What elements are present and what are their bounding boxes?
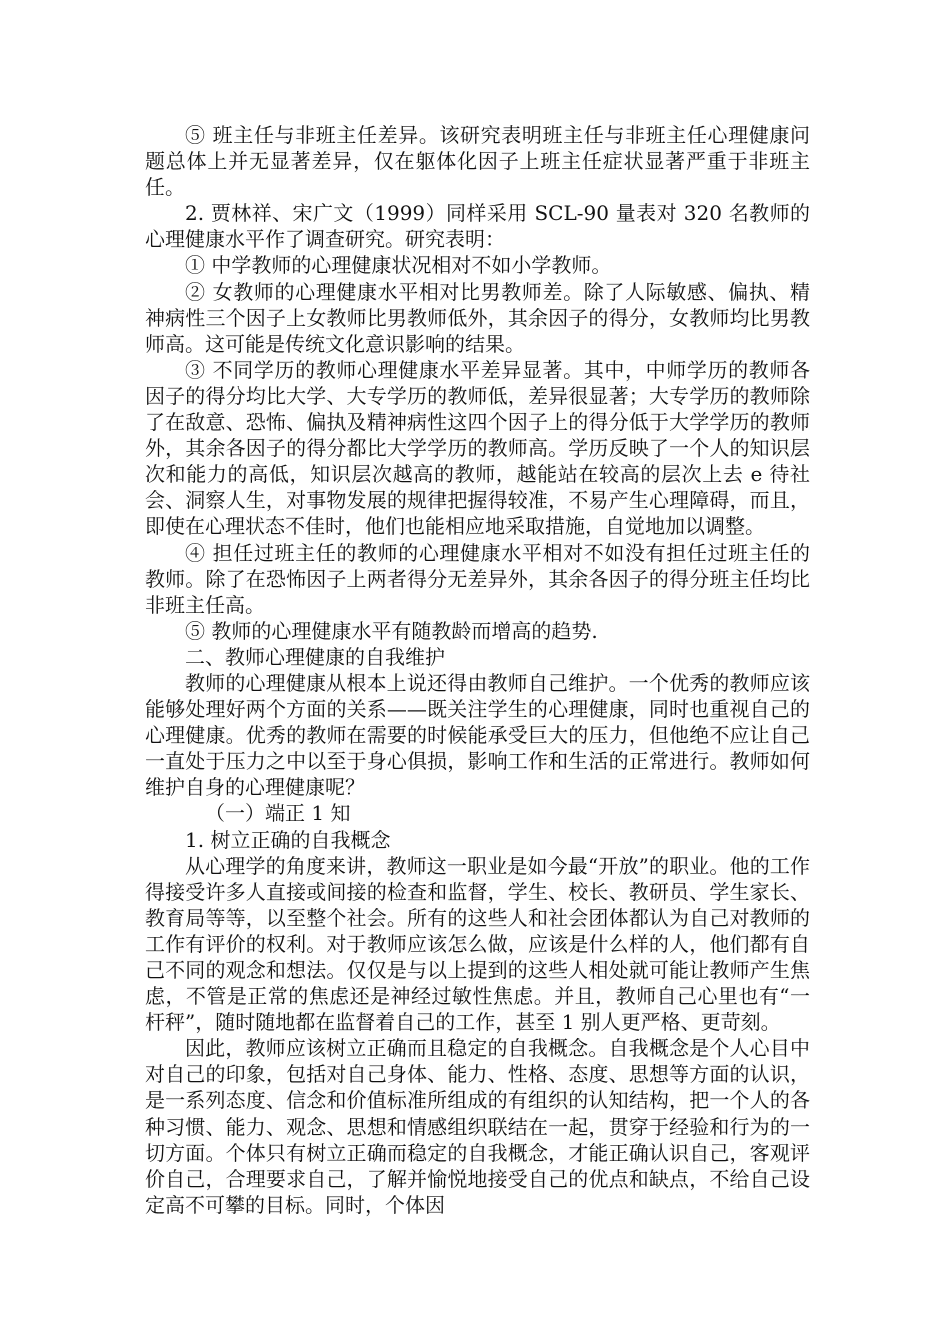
document-body — [145, 122, 810, 1218]
item-heading-self-concept: 1. 树立正确的自我概念 — [185, 827, 391, 852]
paragraph-head-teacher-difference: ⑤ 班主任与非班主任差异。该研究表明班主任与非班主任心理健康问题总体上并无显著差异，仅在躯体化因子上班主任症状显著严重于非班主任。 — [145, 123, 810, 200]
paragraph-finding-5: ⑤ 教师的心理健康水平有随教龄而增高的趋势. — [185, 618, 598, 643]
paragraph-finding-4: ④ 担任过班主任的教师的心理健康水平相对不如没有担任过班主任的教师。除了在恐怖因子上两者得分无差异外，其余各因子的得分班主任均比非班主任高。 — [145, 540, 810, 617]
subsection-heading: （一）端正 1 知 — [205, 801, 351, 826]
paragraph-self-maintenance-intro: 教师的心理健康从根本上说还得由教师自己维护。一个优秀的教师应该能够处理好两个方面的关系——既关注学生的心理健康，同时也重视自己的心理健康。优秀的教师在需要的时候能承受巨大的压力，但他绝不应让自己一直处于压力之中以至于身心俱损，影响工作和生活的正常进行。教师如何维护自身的心理健康呢？ — [145, 670, 810, 800]
paragraph-study-intro: 2. 贾林祥、宋广文（1999）同样采用 SCL-90 量表对 320 名教师的心理健康水平作了调查研究。研究表明： — [145, 201, 810, 252]
paragraph-finding-2: ② 女教师的心理健康水平相对比男教师差。除了人际敏感、偏执、精神病性三个因子上女教师比男教师低外，其余因子的得分，女教师均比男教师高。这可能是传统文化意识影响的结果。 — [145, 279, 810, 356]
section-heading-self-maintenance: 二、教师心理健康的自我维护 — [185, 644, 445, 669]
paragraph-finding-3: ③ 不同学历的教师心理健康水平差异显著。其中，中师学历的教师各因子的得分均比大学、大专学历的教师低，差异很显著；大专学历的教师除了在敌意、恐怖、偏执及精神病性这四个因子上的得分低于大学学历的教师外，其余各因子的得分都比大学学历的教师高。学历反映了一个人的知识层次和能力的高低，知识层次越高的教师，越能站在较高的层次上去 e 待社会、洞察人生，对事物发展的规律把握得较准，不易产生心理障碍，而且，即使在心理状态不佳时，他们也能相应地采取措施，自觉地加以调整。 — [145, 357, 810, 539]
paragraph-finding-1: ① 中学教师的心理健康状况相对不如小学教师。 — [185, 253, 612, 278]
paragraph-self-concept: 因此，教师应该树立正确而且稳定的自我概念。自我概念是个人心目中对自己的印象，包括对自己身体、能力、性格、态度、思想等方面的认识，是一系列态度、信念和价值标准所组成的有组织的认知结构，把一个人的各种习惯、能力、观念、思想和情感组织联结在一起，贯穿于经验和行为的一切方面。个体只有树立正确而稳定的自我概念，才能正确认识自己，客观评价自己，合理要求自己，了解并愉悦地接受自己的优点和缺点，不给自己设定高不可攀的目标。同时，个体因 — [145, 1036, 810, 1217]
paragraph-open-profession: 从心理学的角度来讲，教师这一职业是如今最“开放”的职业。他的工作得接受许多人直接或间接的检查和监督，学生、校长、教研员、学生家长、教育局等等，以至整个社会。所有的这些人和社会团体都认为自己对教师的工作有评价的权利。对于教师应该怎么做，应该是什么样的人，他们都有自己不同的观念和想法。仅仅是与以上提到的这些人相处就可能让教师产生焦虑，不管是正常的焦虑还是神经过敏性焦虑。并且，教师自己心里也有“一杆秤”，随时随地都在监督着自己的工作，甚至 1 别人更严格、更苛刻。 — [145, 853, 810, 1035]
